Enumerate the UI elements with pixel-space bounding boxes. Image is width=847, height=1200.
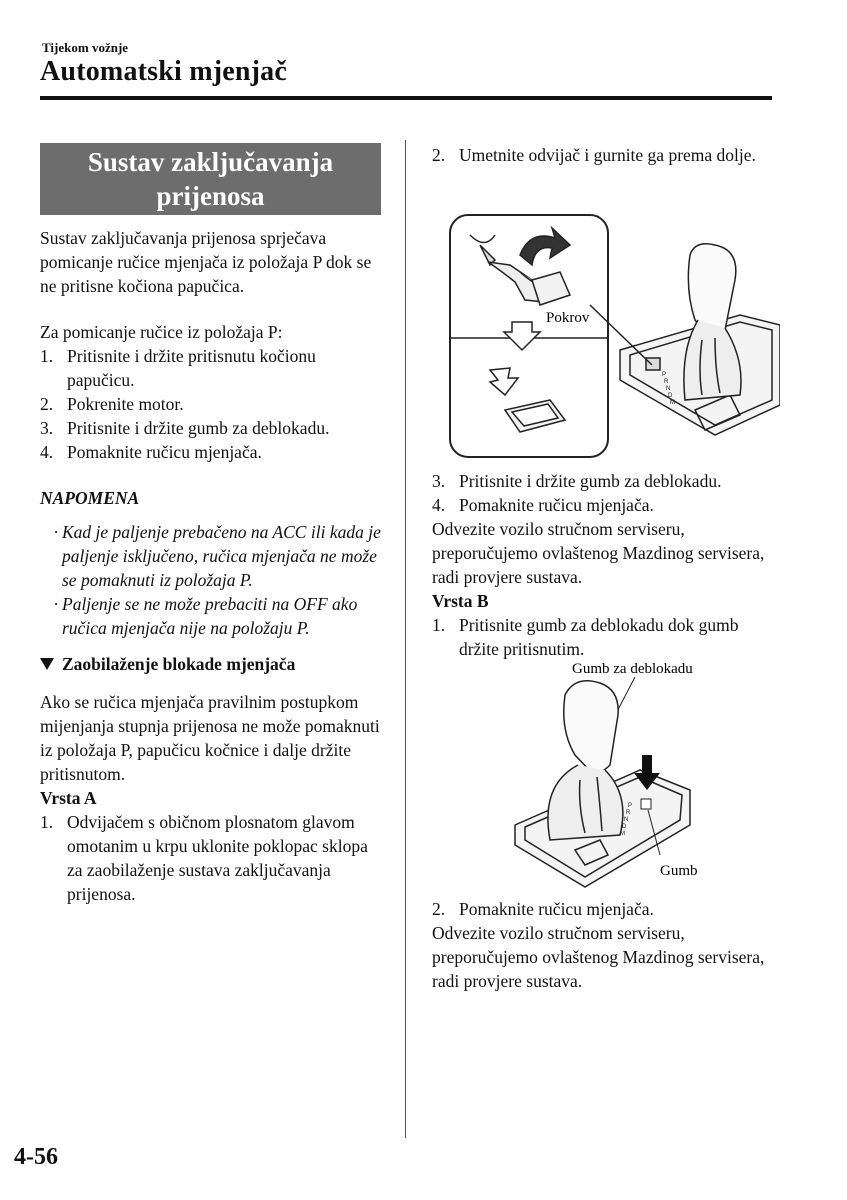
- svg-text:N: N: [666, 386, 671, 392]
- notes-list: [40, 520, 385, 640]
- right-column-text: [432, 469, 777, 661]
- svg-text:R: R: [626, 810, 631, 816]
- list-item: 2. Pomaknite ručicu mjenjača.: [432, 899, 654, 919]
- note-item: · Paljenje se ne može prebaciti na OFF ako ručica mjenjača nije na položaju P.: [53, 594, 358, 638]
- page-number: 4-56: [14, 1144, 58, 1170]
- right-column-text-b: [432, 897, 777, 993]
- override-heading: Zaobilaženje blokade mjenjača: [40, 652, 385, 676]
- list-item: 3. Pritisnite i držite gumb za deblokadu.: [432, 471, 722, 491]
- triangle-down-icon: [40, 658, 54, 670]
- list-item: 1. Pritisnite i držite pritisnutu kočionu papučicu.: [40, 346, 316, 390]
- figure-2-label-release: Gumb za deblokadu: [572, 661, 693, 677]
- shifter-console-illustration: [620, 244, 780, 435]
- figure-1-label: Pokrov: [546, 310, 590, 326]
- service-note-a: Odvezite vozilo stručnom serviseru, preporučujemo ovlaštenog Mazdinog servisera, radi provjere sustava.: [432, 519, 765, 587]
- figure-screwdriver-cover: [440, 210, 780, 465]
- left-column-text: [40, 226, 385, 906]
- section-title-box: [40, 143, 381, 215]
- note-item: · Kad je paljenje prebačeno na ACC ili kada je paljenje isključeno, ručica mjenjača ne može se pomaknuti iz položaja P.: [53, 522, 381, 590]
- list-item: 4. Pomaknite ručicu mjenjača.: [432, 495, 654, 515]
- list-item: 3. Pritisnite i držite gumb za deblokadu.: [40, 418, 330, 438]
- svg-text:R: R: [664, 379, 669, 385]
- steps-list: [40, 344, 385, 464]
- shifter-console-illustration: [515, 681, 690, 887]
- steps-intro: Za pomicanje ručice iz položaja P:: [40, 322, 283, 342]
- list-item: 1. Odvijačem s običnom plosnatom glavom omotanim u krpu uklonite poklopac sklopa za zaobilaženje sustava zaključavanja prijenosa.: [40, 812, 368, 904]
- svg-text:P: P: [662, 372, 667, 378]
- svg-text:P: P: [628, 803, 633, 809]
- list-item: 2. Umetnite odvijač i gurnite ga prema dolje.: [432, 145, 756, 165]
- svg-text:M: M: [670, 400, 675, 406]
- type-a-heading: Vrsta A: [40, 788, 97, 808]
- service-note-b: Odvezite vozilo stručnom serviseru, preporučujemo ovlaštenog Mazdinog servisera, radi provjere sustava.: [432, 923, 765, 991]
- figure-release-button: [500, 655, 720, 890]
- svg-text:D: D: [668, 393, 673, 399]
- step-2-text: [432, 143, 777, 167]
- list-item: 1. Pritisnite gumb za deblokadu dok gumb držite pritisnutim.: [432, 615, 739, 659]
- note-heading: NAPOMENA: [40, 488, 140, 508]
- intro-paragraph: Sustav zaključavanja prijenosa sprječava pomicanje ručice mjenjača iz položaja P dok se ne pritisne kočiona papučica.: [40, 228, 372, 296]
- header-rule: [40, 96, 772, 100]
- section-title: Sustav zaključavanja prijenosa: [87, 147, 334, 211]
- figure-2-label-button: Gumb: [660, 863, 698, 879]
- svg-text:N: N: [624, 817, 629, 823]
- release-button-shape: [641, 799, 651, 809]
- override-intro: Ako se ručica mjenjača pravilnim postupkom mijenjanja stupnja prijenosa ne može pomaknuti iz položaja P, papučicu kočnice i dalje držite pritisnutom.: [40, 692, 380, 784]
- column-divider: [405, 140, 406, 1138]
- svg-text:D: D: [622, 824, 627, 830]
- page-title: Automatski mjenjač: [40, 56, 288, 87]
- type-b-heading: Vrsta B: [432, 591, 489, 611]
- breadcrumb: Tijekom vožnje: [42, 40, 129, 55]
- svg-text:M: M: [620, 831, 625, 837]
- list-item: 4. Pomaknite ručicu mjenjača.: [40, 442, 262, 462]
- list-item: 2. Pokrenite motor.: [40, 394, 184, 414]
